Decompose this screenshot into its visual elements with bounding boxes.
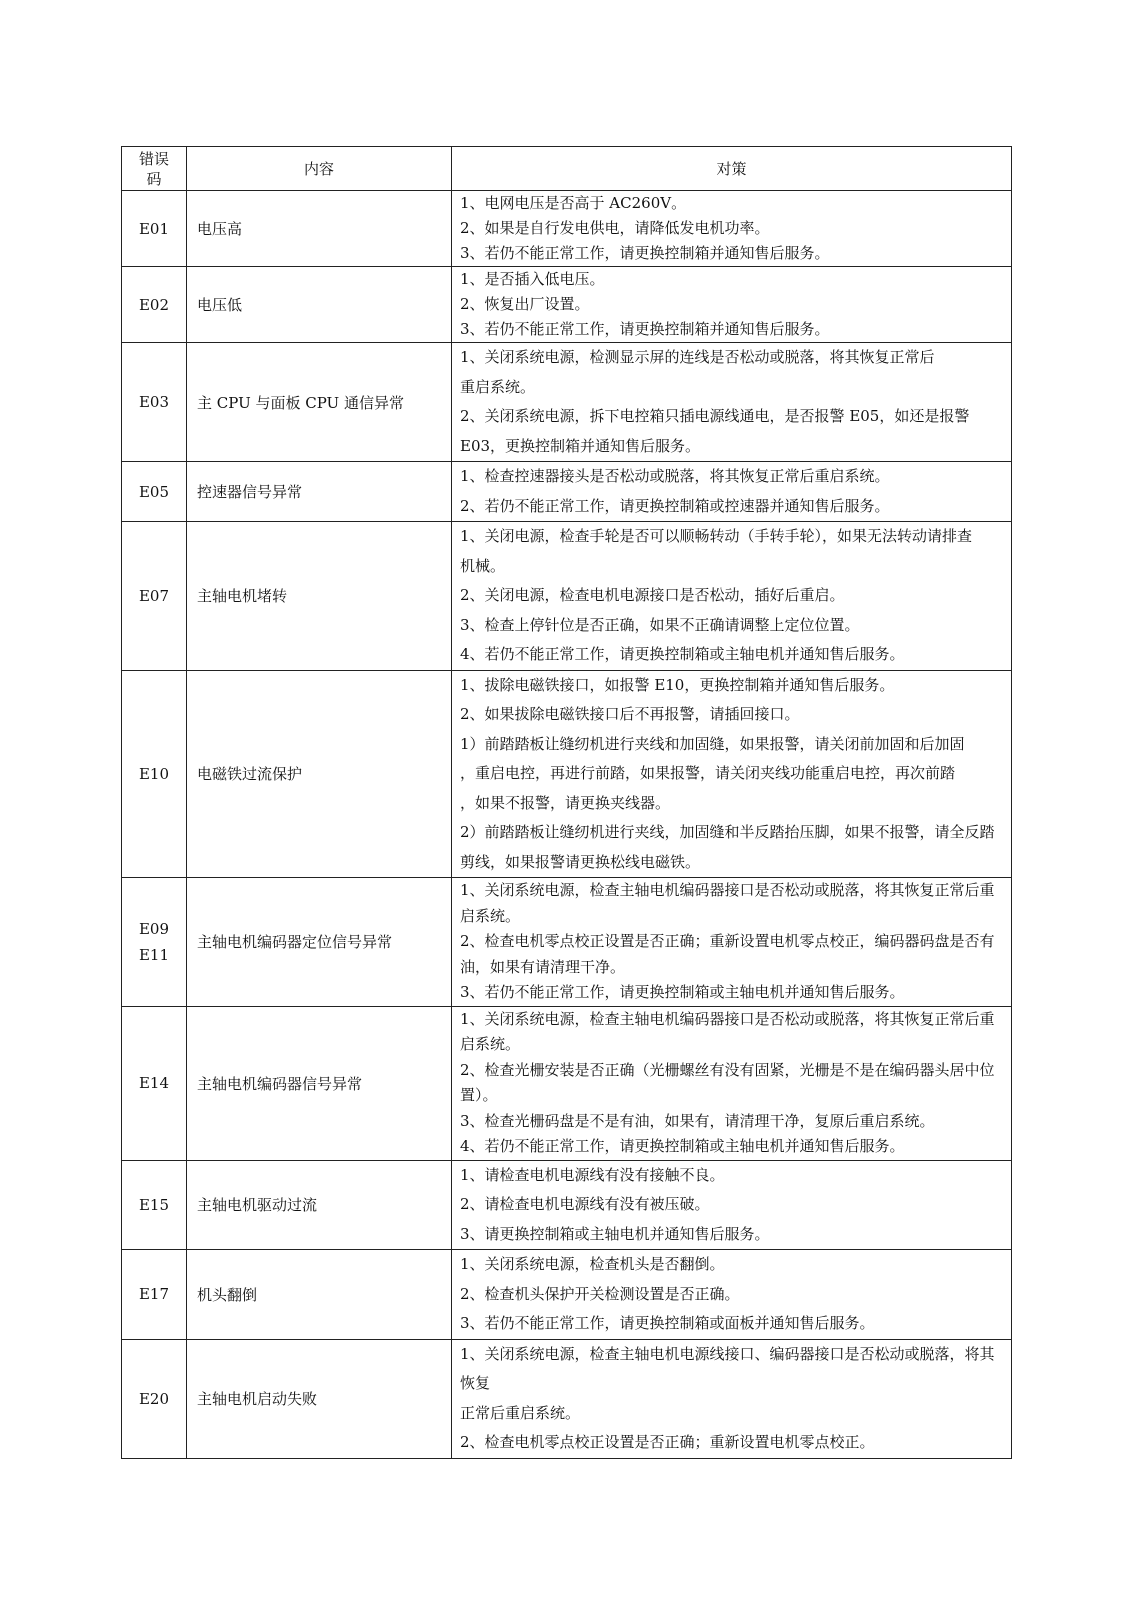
countermeasure-step: 1、关闭系统电源，检查主轴电机编码器接口是否松动或脱落，将其恢复正常后重 启系统。 xyxy=(460,881,995,925)
countermeasure-cell xyxy=(452,670,1012,878)
countermeasure-cell xyxy=(452,191,1012,267)
error-code-cell xyxy=(122,343,187,462)
countermeasure-step: 2、若仍不能正常工作，请更换控制箱或控速器并通知售后服务。 xyxy=(460,496,890,515)
error-description: 主轴电机驱动过流 xyxy=(187,1160,452,1250)
countermeasure-cell xyxy=(452,462,1012,522)
error-code: E02 xyxy=(138,295,170,314)
error-code: E14 xyxy=(138,1074,170,1092)
countermeasure-step: 2、关闭电源，检查电机电源接口是否松动，插好后重启。 xyxy=(460,586,845,604)
error-code-cell xyxy=(122,1250,187,1340)
header-content: 内容 xyxy=(187,147,452,191)
countermeasure-step: 3、若仍不能正常工作，请更换控制箱或主轴电机并通知售后服务。 xyxy=(460,983,905,1001)
error-description: 主轴电机启动失败 xyxy=(187,1339,452,1458)
error-description: 主轴电机编码器定位信号异常 xyxy=(187,878,452,1007)
countermeasure-step: 1、关闭系统电源，检查主轴电机编码器接口是否松动或脱落，将其恢复正常后重 启系统。 xyxy=(460,1009,995,1053)
error-code: E11 xyxy=(138,945,170,964)
error-code: E05 xyxy=(138,482,170,501)
error-code-cell xyxy=(122,267,187,343)
countermeasure-step: 1、关闭系统电源，检查主轴电机电源线接口、编码器接口是否松动或脱落，将其恢复 正常后重启系统。 xyxy=(460,1344,995,1422)
table-row xyxy=(122,1339,1012,1458)
error-code-cell xyxy=(122,1160,187,1250)
countermeasure-step: 2、恢复出厂设置。 xyxy=(460,295,590,313)
countermeasure-step: 1、关闭系统电源，检测显示屏的连线是否松动或脱落，将其恢复正常后 重启系统。 xyxy=(460,348,935,396)
table-row xyxy=(122,878,1012,1007)
countermeasure-step: 4、若仍不能正常工作，请更换控制箱或主轴电机并通知售后服务。 xyxy=(460,1137,905,1155)
error-code: E10 xyxy=(138,764,170,783)
table-row xyxy=(122,267,1012,343)
error-code: E15 xyxy=(138,1195,170,1214)
countermeasure-cell xyxy=(452,267,1012,343)
error-description: 电压低 xyxy=(187,267,452,343)
countermeasure-step: 1、检查控速器接头是否松动或脱落，将其恢复正常后重启系统。 xyxy=(460,467,890,485)
error-code: E01 xyxy=(138,219,170,238)
error-code-cell xyxy=(122,670,187,878)
header-error-code-text: 错误码 xyxy=(139,149,170,188)
table-row xyxy=(122,670,1012,878)
countermeasure-step: 2、检查机头保护开关检测设置是否正确。 xyxy=(460,1284,740,1303)
error-description: 主轴电机堵转 xyxy=(187,522,452,671)
error-code-cell xyxy=(122,1339,187,1458)
countermeasure-step: 2、如果是自行发电供电，请降低发电机功率。 xyxy=(460,219,770,237)
countermeasure-cell xyxy=(452,343,1012,462)
countermeasure-step: 3、检查上停针位是否正确，如果不正确请调整上定位位置。 xyxy=(460,615,860,634)
countermeasure-step: 1、请检查电机电源线有没有接触不良。 xyxy=(460,1165,725,1184)
error-description: 电压高 xyxy=(187,191,452,267)
countermeasure-step: 3、检查光栅码盘是不是有油，如果有，请清理干净，复原后重启系统。 xyxy=(460,1111,935,1130)
countermeasure-cell xyxy=(452,522,1012,671)
error-code: E07 xyxy=(138,586,170,605)
countermeasure-step: 3、若仍不能正常工作，请更换控制箱并通知售后服务。 xyxy=(460,244,830,262)
table-row xyxy=(122,522,1012,671)
error-code-cell xyxy=(122,522,187,671)
countermeasure-cell xyxy=(452,1006,1012,1160)
countermeasure-cell xyxy=(452,1160,1012,1250)
table-row xyxy=(122,462,1012,522)
countermeasure-step: 1、关闭电源，检查手轮是否可以顺畅转动（手转手轮），如果无法转动请排查 机械。 xyxy=(460,527,973,575)
error-code-cell xyxy=(122,191,187,267)
error-description: 机头翻倒 xyxy=(187,1250,452,1340)
table-row xyxy=(122,1250,1012,1340)
countermeasure-step: 4、若仍不能正常工作，请更换控制箱或主轴电机并通知售后服务。 xyxy=(460,645,905,663)
countermeasure-step: 1、电网电压是否高于 AC260V。 xyxy=(460,194,687,212)
countermeasure-step: 1、是否插入低电压。 xyxy=(460,270,605,288)
error-description: 主轴电机编码器信号异常 xyxy=(187,1006,452,1160)
table-row xyxy=(122,191,1012,267)
error-description: 电磁铁过流保护 xyxy=(187,670,452,878)
error-code: E03 xyxy=(138,393,170,411)
error-description: 主 CPU 与面板 CPU 通信异常 xyxy=(187,343,452,462)
error-description: 控速器信号异常 xyxy=(187,462,452,522)
table-row xyxy=(122,343,1012,462)
table-header-row xyxy=(122,147,1012,191)
countermeasure-step: 1、关闭系统电源，检查机头是否翻倒。 xyxy=(460,1255,725,1273)
countermeasure-step: 2、检查光栅安装是否正确（光栅螺丝有没有固紧，光栅是不是在编码器头居中位 置）。 xyxy=(460,1060,995,1104)
error-code-cell xyxy=(122,878,187,1007)
table-row xyxy=(122,1160,1012,1250)
countermeasure-step: 3、若仍不能正常工作，请更换控制箱并通知售后服务。 xyxy=(460,320,830,338)
countermeasure-step: 3、请更换控制箱或主轴电机并通知售后服务。 xyxy=(460,1224,770,1243)
countermeasure-cell xyxy=(452,1250,1012,1340)
countermeasure-step: 2）前踏踏板让缝纫机进行夹线，加固缝和半反踏抬压脚，如果不报警，请全反踏 剪线，如果报警请更换松线电磁铁。 xyxy=(460,823,995,871)
table-body xyxy=(122,191,1012,1459)
countermeasure-step: 3、若仍不能正常工作，请更换控制箱或面板并通知售后服务。 xyxy=(460,1314,875,1332)
header-measures: 对策 xyxy=(452,147,1012,191)
table-row xyxy=(122,1006,1012,1160)
countermeasure-cell xyxy=(452,878,1012,1007)
error-code: E17 xyxy=(138,1285,170,1304)
error-code: E20 xyxy=(138,1389,170,1408)
error-code-cell xyxy=(122,1006,187,1160)
countermeasure-step: 2、检查电机零点校正设置是否正确；重新设置电机零点校正。 xyxy=(460,1433,875,1451)
error-code-table xyxy=(121,146,1012,1459)
countermeasure-step: 2、检查电机零点校正设置是否正确；重新设置电机零点校正，编码器码盘是否有 油，如果有请清理干净。 xyxy=(460,932,995,976)
countermeasure-cell xyxy=(452,1339,1012,1458)
error-code-cell xyxy=(122,462,187,522)
countermeasure-step: 2、如果拔除电磁铁接口后不再报警，请插回接口。 xyxy=(460,705,800,723)
countermeasure-step: 1、拔除电磁铁接口，如报警 E10，更换控制箱并通知售后服务。 xyxy=(460,675,895,694)
header-error-code xyxy=(122,147,187,191)
countermeasure-step: 1）前踏踏板让缝纫机进行夹线和加固缝，如果报警，请关闭前加固和后加固 ，重启电控，再进行前踏，如果报警，请关闭夹线功能重启电控，再次前踏 ，如果不报警，请更换夹线器。 xyxy=(460,734,965,812)
countermeasure-step: 2、请检查电机电源线有没有被压破。 xyxy=(460,1195,710,1213)
countermeasure-step: 2、关闭系统电源，拆下电控箱只插电源线通电，是否报警 E05，如还是报警 E03，更换控制箱并通知售后服务。 xyxy=(460,407,970,455)
error-code: E09 xyxy=(138,919,170,938)
